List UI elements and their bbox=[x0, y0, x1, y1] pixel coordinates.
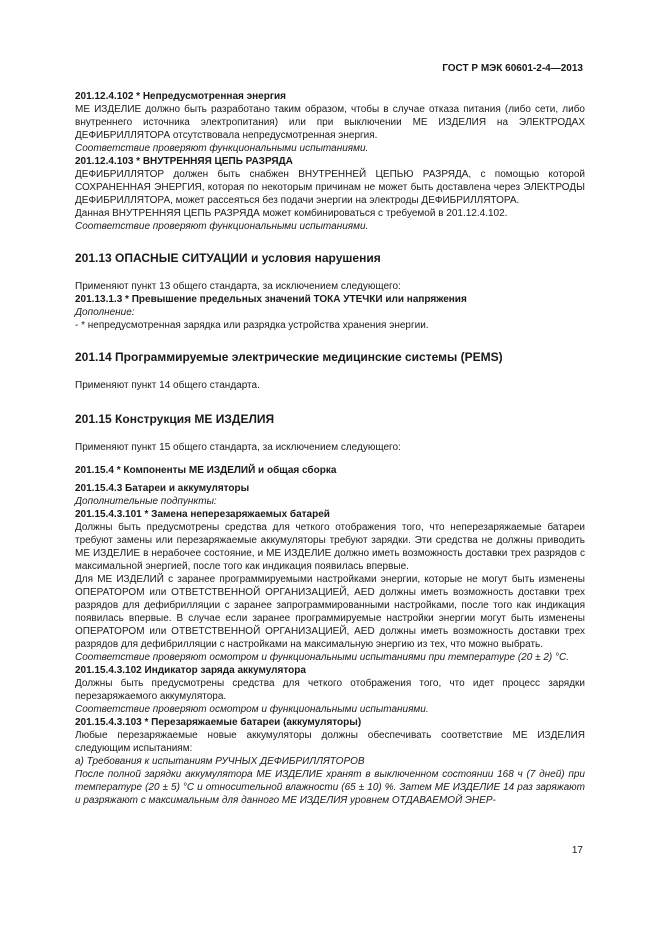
italic-paragraph: Соответствие проверяют функциональными испытаниями. bbox=[75, 221, 369, 232]
subsection-heading: 201.15.4.3.102 Индикатор заряда аккумулятора bbox=[75, 665, 306, 676]
subsection-heading: 201.15.4.3.101 * Замена неперезаряжаемых батарей bbox=[75, 509, 330, 520]
section-heading: 201.13 ОПАСНЫЕ СИТУАЦИИ и условия нарушения bbox=[75, 251, 381, 265]
paragraph: Применяют пункт 13 общего стандарта, за исключением следующего: bbox=[75, 281, 401, 292]
paragraph: ДЕФИБРИЛЛЯТОР должен быть снабжен ВНУТРЕННЕЙ ЦЕПЬЮ РАЗРЯДА, с помощью которой СОХРАНЕННАЯ ЭНЕРГИЯ, которая по некоторым причинам не может быть доставлена через ЭЛЕКТРОДЫ ДЕФИБРИЛЛЯТОРА, может рассеяться без подачи энергии на электроды ДЕФИБРИЛЛЯТОРА. bbox=[75, 169, 585, 206]
italic-paragraph: Соответствие проверяют осмотром и функциональными испытаниями. bbox=[75, 704, 429, 715]
subsection-heading: 201.12.4.102 * Непредусмотренная энергия bbox=[75, 91, 287, 102]
paragraph: Данная ВНУТРЕННЯЯ ЦЕПЬ РАЗРЯДА может комбинироваться с требуемой в 201.12.4.102. bbox=[75, 208, 508, 219]
subsection-heading: 201.15.4.3.103 * Перезаряжаемые батареи (аккумуляторы) bbox=[75, 717, 362, 728]
paragraph: - * непредусмотренная зарядка или разрядка устройства хранения энергии. bbox=[75, 320, 429, 331]
paragraph: Любые перезаряжаемые новые аккумуляторы должны обеспечивать соответствие МЕ ИЗДЕЛИЯ следующим испытаниям: bbox=[75, 730, 585, 754]
paragraph: МЕ ИЗДЕЛИЕ должно быть разработано таким образом, чтобы в случае отказа питания (либо сети, либо внутреннего источника электропитания) или при выключении МЕ ИЗДЕЛИЯ на ЭЛЕКТРОДАХ ДЕФИБРИЛЛЯТОРА отсутствовала непредусмотренная энергия. bbox=[75, 104, 585, 141]
paragraph: Для МЕ ИЗДЕЛИЙ с заранее программируемыми настройками энергии, которые не могут быть изменены ОПЕРАТОРОМ или ОТВЕТСТВЕННОЙ ОРГАНИЗАЦИЕЙ, AED должны иметь возможность доставки трех разрядов для дефибрилляции с заранее запрограммированными настройками, после того как индикация появилась впервые. В случае если заранее программируемые настройки энергии могут быть изменены ОПЕРАТОРОМ или ОТВЕТСТВЕННОЙ ОРГАНИЗАЦИЕЙ, AED должны иметь возможность доставки трех разрядов для дефибрилляции с настройками на максимальную энергию из тех, что можно выбрать. bbox=[75, 574, 585, 650]
italic-paragraph: После полной зарядки аккумулятора МЕ ИЗДЕЛИЕ хранят в выключенном состоянии 168 ч (7 дней) при температуре (20 ± 5) °С и относительной влажности (65 ± 10) %. Затем МЕ ИЗДЕЛИЕ 14 раз заряжают и разряжают с максимальным для данного МЕ ИЗДЕЛИЯ уровнем ОТДАВАЕМОЙ ЭНЕР- bbox=[75, 769, 585, 806]
section-heading: 201.15 Конструкция МЕ ИЗДЕЛИЯ bbox=[75, 412, 275, 426]
subsection-heading: 201.12.4.103 * ВНУТРЕННЯЯ ЦЕПЬ РАЗРЯДА bbox=[75, 156, 293, 167]
paragraph: Применяют пункт 14 общего стандарта. bbox=[75, 380, 260, 391]
document-body bbox=[75, 90, 585, 807]
italic-paragraph: Соответствие проверяют осмотром и функциональными испытаниями при температуре (20 ± 2) °С. bbox=[75, 652, 570, 663]
document-header: ГОСТ Р МЭК 60601-2-4—2013 bbox=[442, 63, 583, 74]
italic-paragraph: Соответствие проверяют функциональными испытаниями. bbox=[75, 143, 369, 154]
subsection-heading: 201.15.4.3 Батареи и аккумуляторы bbox=[75, 483, 250, 494]
italic-paragraph: Дополнительные подпункты: bbox=[75, 496, 217, 507]
paragraph: Должны быть предусмотрены средства для четкого отображения того, что неперезаряжаемые батареи требуют замены или перезаряжаемые аккумуляторы требуют зарядки. Эти средства не должны приводить МЕ ИЗДЕЛИЕ в нерабочее состояние, и МЕ ИЗДЕЛИЕ должно иметь возможность доставки трех разрядов с максимальной энергией, после того как индикация появилась впервые. bbox=[75, 522, 585, 572]
subsection-heading: 201.15.4 * Компоненты МЕ ИЗДЕЛИЙ и общая сборка bbox=[75, 465, 337, 476]
paragraph: Применяют пункт 15 общего стандарта, за исключением следующего: bbox=[75, 442, 401, 453]
section-heading: 201.14 Программируемые электрические медицинские системы (PEMS) bbox=[75, 350, 503, 364]
page-number: 17 bbox=[571, 845, 583, 856]
paragraph: Должны быть предусмотрены средства для четкого отображения того, что идет процесс зарядки перезаряжаемого аккумулятора. bbox=[75, 678, 585, 702]
italic-paragraph: а) Требования к испытаниям РУЧНЫХ ДЕФИБРИЛЛЯТОРОВ bbox=[75, 756, 365, 767]
italic-paragraph: Дополнение: bbox=[75, 307, 135, 318]
subsection-heading: 201.13.1.3 * Превышение предельных значений ТОКА УТЕЧКИ или напряжения bbox=[75, 294, 467, 305]
